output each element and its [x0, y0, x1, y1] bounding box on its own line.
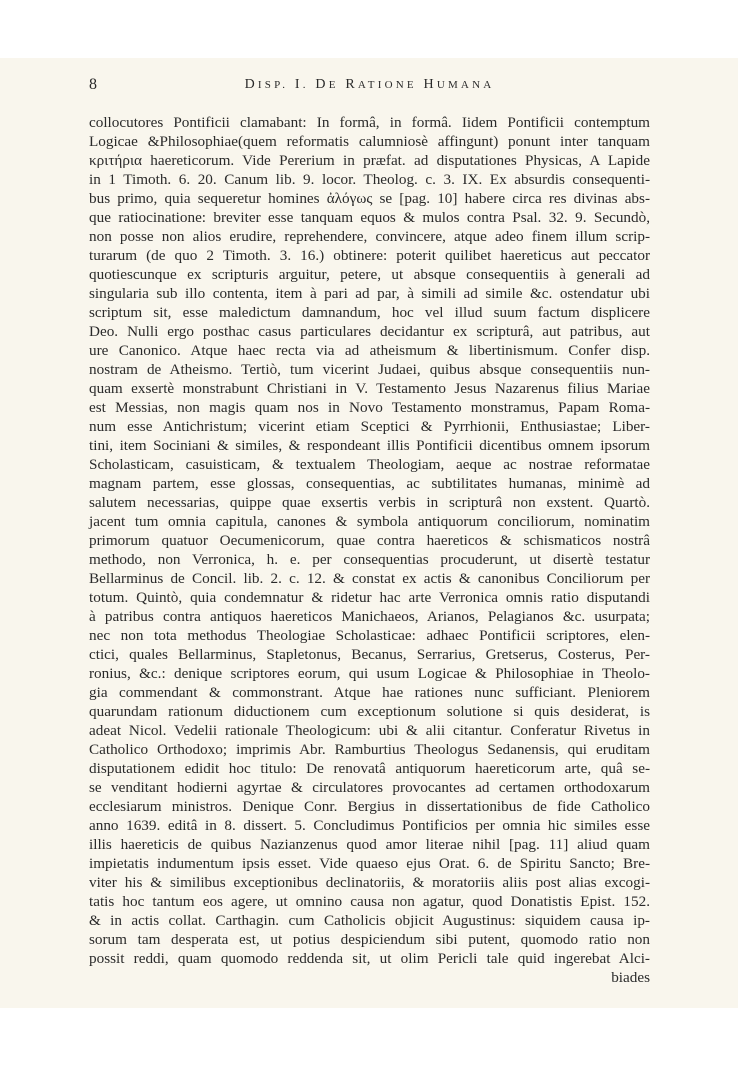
text-line: tatis hoc tantum eos agere, ut omnino causa non agatur, quod Donatistis Epist. 152.	[89, 893, 650, 910]
text-line: disputationem edidit hoc titulo: De renovatâ antiquorum haereticorum arte, quâ se-	[89, 760, 650, 777]
text-line: ronius, &c.: denique scriptores eorum, qui usum Logicae & Philosophiae in Theolo-	[89, 665, 650, 682]
text-line: sorum tam desperata est, ut potius despiciendum sibi putent, quomodo ratio non	[89, 931, 650, 948]
text-line: Catholico Orthodoxo; imprimis Abr. Ramburtius Theologus Sedanensis, qui eruditam	[89, 741, 650, 758]
text-line: ctici, quales Bellarminus, Stapletonus, Becanus, Serrarius, Gretserus, Costerus, Per-	[89, 646, 650, 663]
text-line: anno 1639. editâ in 8. dissert. 5. Concludimus Pontificios per omnia hic similes esse	[89, 817, 650, 834]
body-text	[89, 113, 650, 987]
text-line: non posse non alios erudire, reprehendere, convincere, atque adeo finem illum scrip-	[89, 228, 650, 245]
text-line: impietatis indumentum ipsis esset. Vide quaeso ejus Orat. 6. de Spiritu Sancto; Bre-	[89, 855, 650, 872]
page-header	[89, 76, 650, 96]
text-line: nec non tota methodus Theologiae Scholasticae: adhaec Pontificii scriptores, elen-	[89, 627, 650, 644]
text-line: que ratiocinatione: breviter esse tanquam equos & mulos contra Psal. 32. 9. Secundò,	[89, 209, 650, 226]
text-line: singularia sub illo contenta, item à pari ad par, à simili ad simile &c. ostendatur ubi	[89, 285, 650, 302]
text-line: biades	[611, 969, 650, 986]
page-number: 8	[89, 76, 97, 93]
text-line: gia commendant & commonstrant. Atque hae rationes nunc sufficiant. Pleniorem	[89, 684, 650, 701]
running-head: DISP. I. DE RATIONE HUMANA	[244, 77, 495, 92]
text-line: ecclesiarum ministros. Denique Conr. Bergius in dissertationibus de fide Catholico	[89, 798, 650, 815]
text-line: se venditant hodierni agyrtae & circulatores provocantes ad certamen orthodoxarum	[89, 779, 650, 796]
text-line: jacent tum omnia capitula, canones & symbola antiquorum conciliorum, nominatim	[89, 513, 650, 530]
text-line: methodo, non Verronica, h. e. per consequentias procuderunt, ut disertè testatur	[89, 551, 650, 568]
text-line: Deo. Nulli ergo posthac casus particulares decidantur ex scripturâ, aut patribus, aut	[89, 323, 650, 340]
text-line: à patribus contra antiquos haereticos Manichaeos, Arianos, Pelagianos &c. usurpata;	[89, 608, 650, 625]
text-line: tini, item Sociniani & similes, & respondeant illis Pontificii dicentibus omnem ipsorum	[89, 437, 650, 454]
text-line: in 1 Timoth. 6. 20. Canum lib. 9. locor. Theolog. c. 3. IX. Ex absurdis consequenti-	[89, 171, 650, 188]
text-line: collocutores Pontificii clamabant: In formâ, in formâ. Iidem Pontificii contemptum	[89, 114, 650, 131]
text-line: & in actis collat. Carthagin. cum Catholicis objicit Augustinus: siquidem causa ip-	[89, 912, 650, 929]
text-line: possit reddi, quam quomodo reddenda sit, ut olim Pericli tale quid ingerebat Alci-	[89, 950, 650, 967]
text-line: est Messias, non magis quam nos in Novo Testamento monstramus, Papam Roma-	[89, 399, 650, 416]
text-line: viter his & similibus exceptionibus declinatoriis, & moratoriis aliis post alias excogi-	[89, 874, 650, 891]
text-line: totum. Quintò, quia condemnatur & ridetur hac arte Verronica omnis ratio disputandi	[89, 589, 650, 606]
text-line: adeat Nicol. Vedelii rationale Theologicum: ubi & alii citantur. Conferatur Rivetus in	[89, 722, 650, 739]
text-line: nostram de Atheismo. Tertiò, tum vicerint Judaei, quibus absque consequentiis nun-	[89, 361, 650, 378]
text-line: magnam partem, esse glossas, consequentias, ac subtilitates humanas, minimè ad	[89, 475, 650, 492]
text-line: num esse Antichristum; vicerint etiam Sceptici & Pyrrhionii, Enthusiastae; Liber-	[89, 418, 650, 435]
text-line: ure Canonico. Atque haec recta via ad atheismum & libertinismum. Confer disp.	[89, 342, 650, 359]
text-line: illis haereticis de quibus Nazianzenus quod amor literae nihil [pag. 11] aliud quam	[89, 836, 650, 853]
text-line: salutem necessarias, quippe quae exsertis verbis in scripturâ non exstent. Quartò.	[89, 494, 650, 511]
text-line: primorum quatuor Oecumenicorum, quae contra haereticos & schismaticos nostrâ	[89, 532, 650, 549]
text-line: quam exsertè monstrabunt Christiani in V. Testamento Jesus Nazarenus filius Mariae	[89, 380, 650, 397]
text-line: turarum (de quo 2 Timoth. 3. 16.) obtinere: poterit quilibet haereticus aut peccator	[89, 247, 650, 264]
text-line: scriptum sit, esse maledictum damnandum, hoc vel illud suum factum displicere	[89, 304, 650, 321]
text-line: κριτήρια haereticorum. Vide Pererium in præfat. ad disputationes Physicas, A Lapide	[89, 152, 650, 169]
text-line: Logicae &Philosophiae(quem reformatis calumniosè affingunt) ponunt inter tanquam	[89, 133, 650, 150]
text-line: quotiescunque ex scripturis arguitur, petere, ut absque consequentiis à generali ad	[89, 266, 650, 283]
text-line: quarundam rationum diductionem cum exceptionum solutione si quis desiderat, is	[89, 703, 650, 720]
text-line: Scholasticam, casuisticam, & textualem Theologiam, aeque ac nostrae reformatae	[89, 456, 650, 473]
text-line: Bellarminus de Concil. lib. 2. c. 12. & constat ex actis & canonibus Conciliorum per	[89, 570, 650, 587]
text-line: bus primo, quia sequeretur homines ἀλόγως se [pag. 10] habere circa res divinas abs-	[89, 190, 650, 207]
